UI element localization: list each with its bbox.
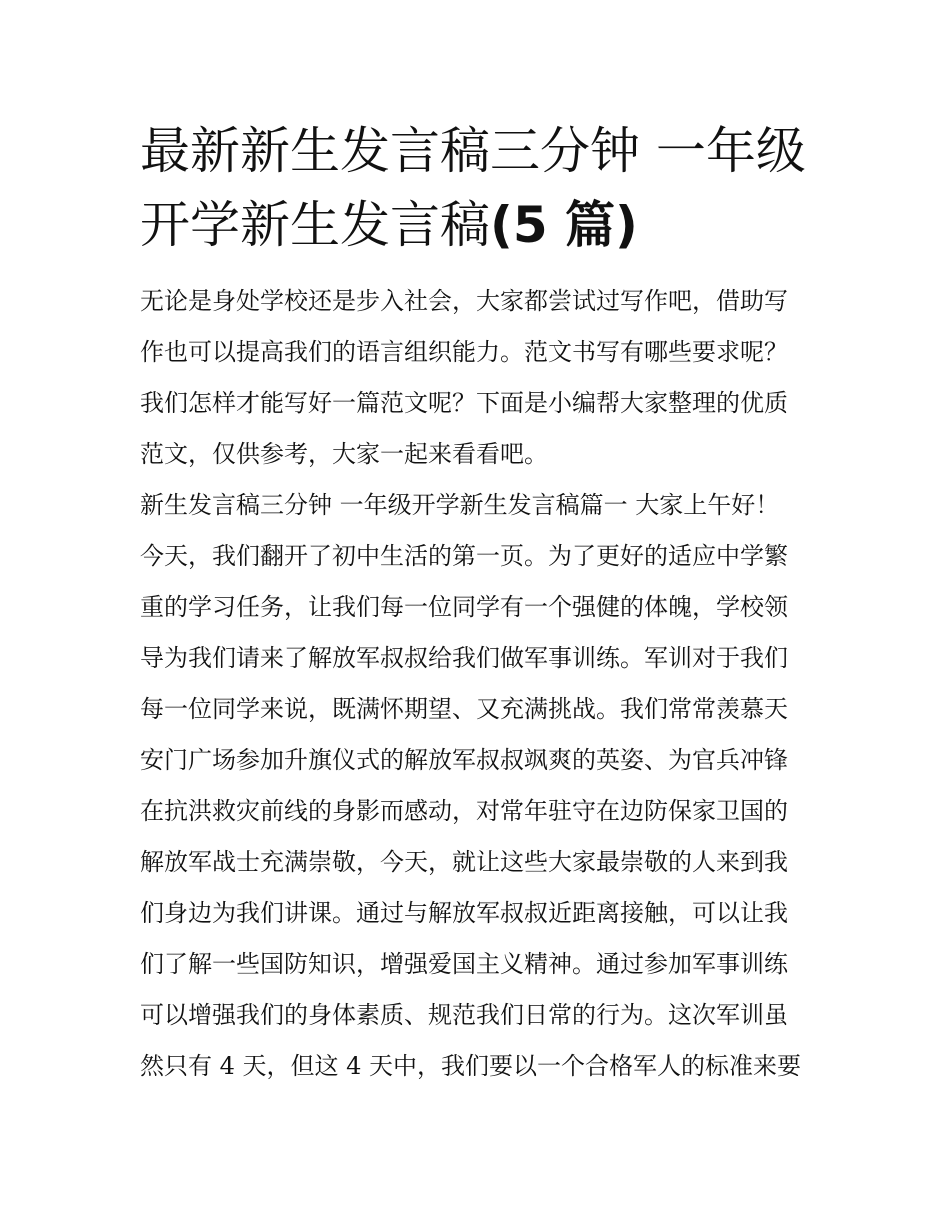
text-line: 导为我们请来了解放军叔叔给我们做军事训练。军训对于我们 [140,644,788,672]
text-line: 每一位同学来说，既满怀期望、又充满挑战。我们常常羡慕天 [140,695,788,723]
text-line: 然只有 4 天，但这 4 天中，我们要以一个合格军人的标准来要 [140,1052,802,1080]
text-line: 范文，仅供参考，大家一起来看看吧。 [140,440,548,468]
title-line-2 [140,188,820,262]
title-line-1: 最新新生发言稿三分钟 一年级 [140,122,806,180]
text-line: 新生发言稿三分钟 一年级开学新生发言稿篇一 大家上午好！ [140,491,780,519]
text-line: 可以增强我们的身体素质、规范我们日常的行为。这次军训虽 [140,1001,788,1029]
text-line: 重的学习任务，让我们每一位同学有一个强健的体魄，学校领 [140,593,788,621]
text-line: 今天，我们翻开了初中生活的第一页。为了更好的适应中学繁 [140,542,788,570]
document-title [140,114,820,262]
text-line: 们了解一些国防知识，增强爱国主义精神。通过参加军事训练 [140,950,788,978]
title-count: (5 篇) [490,196,638,254]
text-line: 安门广场参加升旗仪式的解放军叔叔飒爽的英姿、为官兵冲锋 [140,746,788,774]
text-line: 在抗洪救灾前线的身影而感动，对常年驻守在边防保家卫国的 [140,797,788,825]
text-line: 无论是身处学校还是步入社会，大家都尝试过写作吧，借助写 [140,287,788,315]
speech-paragraph [140,480,820,1092]
text-line: 我们怎样才能写好一篇范文呢？下面是小编帮大家整理的优质 [140,389,788,417]
text-line: 们身边为我们讲课。通过与解放军叔叔近距离接触，可以让我 [140,899,788,927]
intro-paragraph [140,276,820,480]
title-line-2-text: 开学新生发言稿 [140,196,490,254]
text-line: 解放军战士充满崇敬，今天，就让这些大家最崇敬的人来到我 [140,848,788,876]
text-line: 作也可以提高我们的语言组织能力。范文书写有哪些要求呢？ [140,338,788,366]
